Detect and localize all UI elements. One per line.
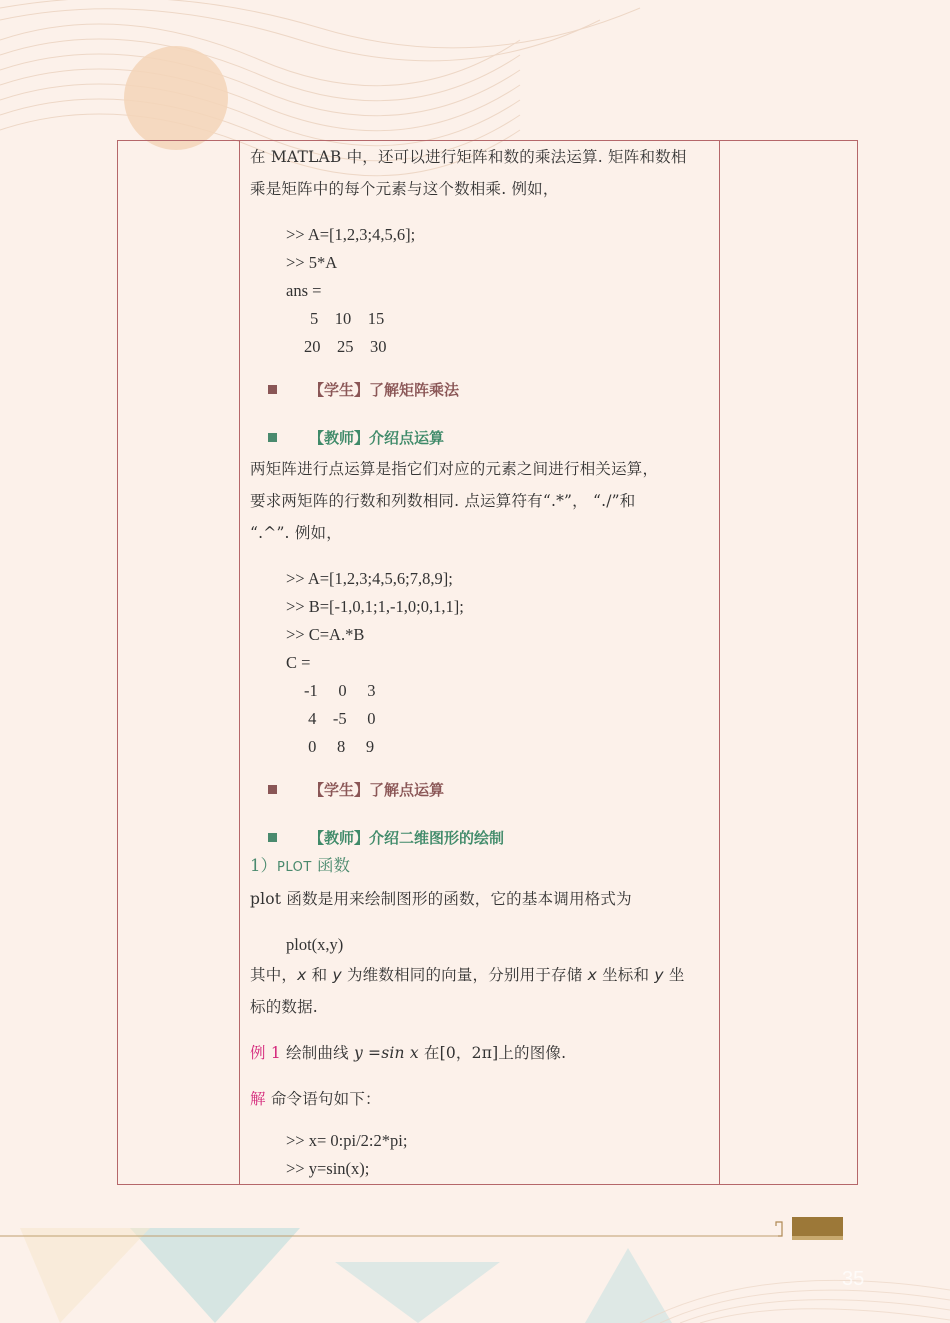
code-line: >> 5*A bbox=[286, 253, 338, 272]
text-fragment: 其中， bbox=[250, 966, 298, 984]
student-activity-label: 【学生】了解点运算 bbox=[309, 780, 445, 799]
teacher-activity-label: 【教师】介绍点运算 bbox=[309, 428, 445, 447]
paragraph-plot-intro: plot 函数是用来绘制图形的函数，它的基本调用格式为 bbox=[250, 890, 632, 908]
matrix-row: 4 -5 0 bbox=[304, 709, 376, 728]
example-1 bbox=[250, 1037, 715, 1069]
paragraph-dot-operations bbox=[250, 453, 715, 549]
matrix-row: -1 0 3 bbox=[304, 681, 376, 700]
square-bullet-icon bbox=[268, 833, 277, 842]
paragraph-line: 要求两矩阵的行数和列数相同. 点运算符有“.*”， “./”和 bbox=[250, 492, 636, 510]
solution-text: 命令语句如下： bbox=[265, 1090, 381, 1108]
code-line: plot(x,y) bbox=[286, 935, 344, 954]
code-line: C = bbox=[286, 653, 311, 672]
matrix-row: 0 8 9 bbox=[304, 737, 375, 756]
matrix-row: 20 25 30 bbox=[304, 337, 387, 356]
footer-scroll-ornament bbox=[776, 1222, 782, 1236]
code-line: >> B=[-1,0,1;1,-1,0;0,1,1]; bbox=[286, 597, 464, 616]
code-line: ans = bbox=[286, 281, 322, 300]
math-var: y bbox=[332, 966, 342, 984]
paragraph-plot-args bbox=[250, 959, 715, 1023]
bottom-triangles-decoration bbox=[20, 1228, 672, 1323]
heading-func-word: 函数 bbox=[311, 856, 351, 875]
math-var: y bbox=[654, 966, 664, 984]
solution-label: 解 bbox=[250, 1090, 266, 1108]
lesson-table bbox=[117, 140, 858, 1185]
paragraph-matrix-scalar bbox=[250, 141, 715, 205]
page-number: 35 bbox=[842, 1268, 865, 1290]
column-divider-right bbox=[719, 141, 720, 1184]
text-fragment: 坐标和 bbox=[596, 966, 655, 984]
heading-plot-keyword: PLOT bbox=[277, 860, 312, 875]
student-activity-2 bbox=[250, 777, 715, 801]
lesson-content bbox=[250, 141, 715, 1183]
paragraph-line: 两矩阵进行点运算是指它们对应的元素之间进行相关运算， bbox=[250, 460, 659, 478]
code-line: >> A=[1,2,3;4,5,6]; bbox=[286, 225, 416, 244]
solution bbox=[250, 1083, 715, 1115]
square-bullet-icon bbox=[268, 385, 277, 394]
paragraph-line: 标的数据. bbox=[250, 998, 318, 1016]
student-activity-1 bbox=[250, 377, 715, 401]
paragraph-line: “.^”. 例如， bbox=[250, 524, 342, 542]
example-math: y =sin x bbox=[353, 1044, 419, 1062]
code-line: >> y=sin(x); bbox=[286, 1159, 370, 1178]
teacher-activity-2 bbox=[250, 825, 715, 849]
footer-bar-highlight bbox=[792, 1236, 843, 1240]
column-divider-left bbox=[239, 141, 240, 1184]
math-var: x bbox=[297, 966, 307, 984]
footer-bar bbox=[792, 1217, 843, 1239]
text-fragment: 和 bbox=[306, 966, 333, 984]
heading-number: 1） bbox=[250, 856, 277, 875]
text-fragment: 为维数相同的向量，分别用于存储 bbox=[341, 966, 588, 984]
sun-circle-decoration bbox=[124, 46, 228, 150]
square-bullet-icon bbox=[268, 785, 277, 794]
math-var: x bbox=[587, 966, 597, 984]
code-line: >> A=[1,2,3;4,5,6;7,8,9]; bbox=[286, 569, 453, 588]
bottom-wave-lines bbox=[640, 1280, 950, 1323]
example-label: 例 1 bbox=[250, 1044, 281, 1062]
square-bullet-icon bbox=[268, 433, 277, 442]
text-fragment: 坐 bbox=[663, 966, 685, 984]
student-activity-label: 【学生】了解矩阵乘法 bbox=[309, 380, 460, 399]
code-line: >> C=A.*B bbox=[286, 625, 365, 644]
paragraph-line: 乘是矩阵中的每个元素与这个数相乘. 例如， bbox=[250, 180, 559, 198]
teacher-activity-1 bbox=[250, 425, 715, 449]
code-line: >> x= 0:pi/2:2*pi; bbox=[286, 1131, 408, 1150]
section-heading-plot bbox=[250, 851, 715, 883]
teacher-activity-label: 【教师】介绍二维图形的绘制 bbox=[309, 828, 505, 847]
example-text: 在[0，2π]上的图像. bbox=[418, 1044, 567, 1062]
example-text: 绘制曲线 bbox=[280, 1044, 354, 1062]
matrix-row: 5 10 15 bbox=[310, 309, 385, 328]
paragraph-line: 在 MATLAB 中，还可以进行矩阵和数的乘法运算. 矩阵和数相 bbox=[250, 148, 687, 166]
